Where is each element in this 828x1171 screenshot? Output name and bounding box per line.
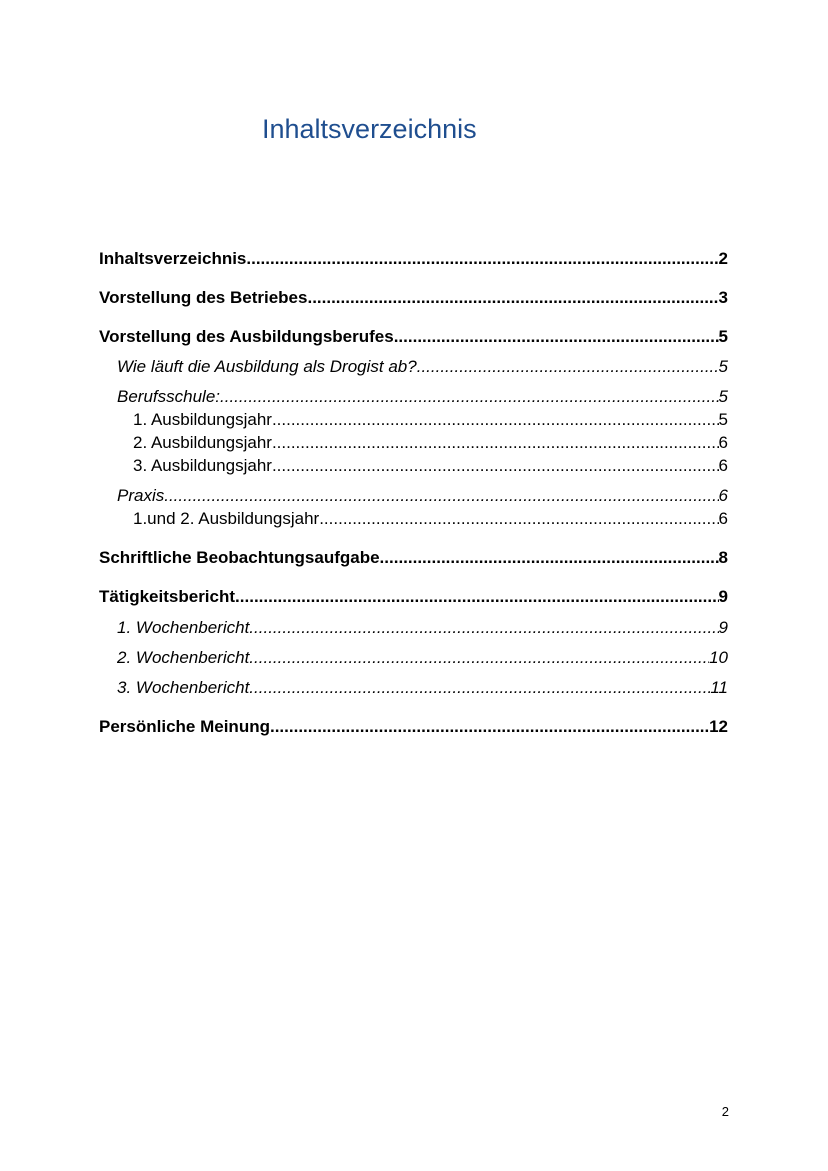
toc-entry-page: 6 (718, 433, 728, 452)
toc-entry-title: 3. Wochenbericht (117, 678, 250, 697)
toc-entry-page: 6 (718, 486, 728, 505)
toc-entry[interactable] (99, 249, 728, 269)
toc-entry[interactable] (117, 357, 728, 377)
toc-entry-page: 6 (718, 509, 728, 528)
toc-entry-title: 1.und 2. Ausbildungsjahr (133, 509, 320, 528)
toc-leader (394, 327, 719, 347)
toc-leader (272, 456, 719, 476)
toc-entry-page: 9 (718, 618, 728, 637)
toc-entry-page: 5 (718, 387, 728, 406)
toc-entry[interactable] (99, 587, 728, 607)
toc-entry[interactable] (99, 327, 728, 347)
toc-entry[interactable] (117, 618, 728, 638)
toc-entry[interactable] (133, 509, 728, 529)
toc-entry-title: 2. Ausbildungsjahr (133, 433, 272, 452)
page-number: 2 (721, 1104, 729, 1119)
toc-entry-title: Inhaltsverzeichnis (99, 249, 247, 268)
toc-entry-title: Praxis (117, 486, 165, 505)
toc-entry-title: Vorstellung des Ausbildungsberufes (99, 327, 394, 346)
page-title: Inhaltsverzeichnis (262, 114, 477, 145)
toc-entry-title: Vorstellung des Betriebes (99, 288, 308, 307)
toc-leader (249, 648, 709, 668)
toc-entry-title: Schriftliche Beobachtungsaufgabe (99, 548, 380, 567)
toc-entry-page: 9 (718, 587, 728, 606)
toc-leader (319, 509, 718, 529)
toc-entry-page: 6 (718, 456, 728, 475)
toc-entry-title: 1. Wochenbericht (117, 618, 250, 637)
toc-entry[interactable] (99, 548, 728, 568)
toc-entry[interactable] (117, 486, 728, 506)
toc-entry-page: 3 (718, 288, 728, 307)
toc-entry-page: 5 (718, 410, 728, 429)
toc-leader (417, 357, 719, 377)
toc-leader (272, 410, 719, 430)
toc-leader (380, 548, 719, 568)
toc-entry[interactable] (117, 387, 728, 407)
toc-entry[interactable] (117, 648, 728, 668)
toc-entry-page: 10 (709, 648, 728, 667)
toc-leader (249, 618, 718, 638)
toc-entry-title: 1. Ausbildungsjahr (133, 410, 272, 429)
toc-entry-title: 2. Wochenbericht (117, 648, 250, 667)
toc-entry-title: Wie läuft die Ausbildung als Drogist ab? (117, 357, 417, 376)
toc-entry[interactable] (99, 288, 728, 308)
toc-entry-page: 2 (718, 249, 728, 268)
toc-leader (235, 587, 718, 607)
toc-entry-page: 11 (710, 678, 728, 697)
toc-entry[interactable] (133, 433, 728, 453)
toc-entry-title: Tätigkeitsbericht (99, 587, 236, 606)
toc-leader (164, 486, 718, 506)
toc-entry[interactable] (133, 456, 728, 476)
toc-entry-page: 5 (718, 327, 728, 346)
toc-entry-page: 8 (718, 548, 728, 567)
toc-entry[interactable] (133, 410, 728, 430)
toc-entry[interactable] (117, 678, 728, 698)
toc-leader (246, 249, 718, 269)
toc-entry[interactable] (99, 717, 728, 737)
toc-entry-title: Persönliche Meinung (99, 717, 270, 736)
toc-leader (249, 678, 710, 698)
toc-entry-title: 3. Ausbildungsjahr (133, 456, 272, 475)
toc-entry-page: 12 (709, 717, 728, 736)
toc-leader (307, 288, 718, 308)
toc-leader (272, 433, 719, 453)
toc-entry-title: Berufsschule: (117, 387, 220, 406)
toc-leader (220, 387, 719, 407)
toc-leader (270, 717, 709, 737)
toc-entry-page: 5 (718, 357, 728, 376)
